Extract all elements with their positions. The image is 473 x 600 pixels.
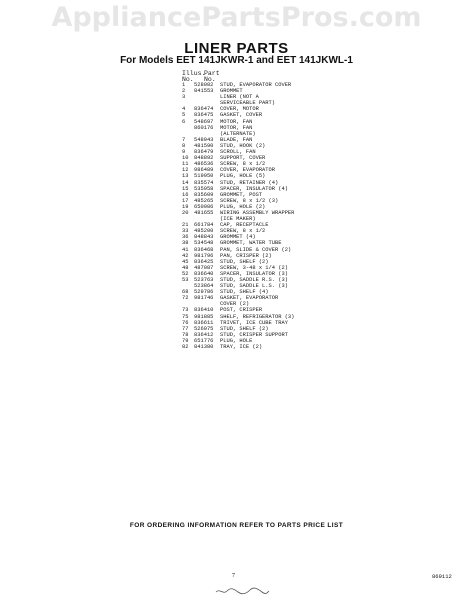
part-number: 485200 xyxy=(194,228,214,235)
illus-number: 77 xyxy=(182,325,189,332)
part-number: 835609 xyxy=(194,191,214,198)
illus-number: 19 xyxy=(182,203,189,210)
part-description: SUPPORT, COVER xyxy=(220,155,266,162)
part-description: (ICE MAKER) xyxy=(220,216,256,223)
illus-number: 16 xyxy=(182,191,189,198)
part-description: STUD, SHELF (2) xyxy=(220,258,269,265)
part-description: STUD, HOOK (2) xyxy=(220,142,266,149)
part-number: 836640 xyxy=(194,270,214,277)
list-item xyxy=(182,344,357,350)
part-description: SCREW, 8 x 1/2 (3) xyxy=(220,197,279,204)
illus-number: 14 xyxy=(182,179,189,186)
part-description: PAN, CRISPER (2) xyxy=(220,252,272,259)
illus-number: 2 xyxy=(182,88,186,95)
illus-number: 1 xyxy=(182,82,186,88)
part-number: 860176 xyxy=(194,124,214,131)
illus-number: 72 xyxy=(182,295,189,302)
part-description: TRIVET, ICE CUBE TRAY xyxy=(220,319,288,326)
illus-number: 42 xyxy=(182,252,189,259)
part-description: STUD, RETAINER (4) xyxy=(220,179,279,186)
part-description: STUD, SADDLE R.S. (3) xyxy=(220,277,288,283)
part-description: COVER (2) xyxy=(220,301,250,308)
part-number: 651776 xyxy=(194,337,214,344)
illus-number: 48 xyxy=(182,264,189,271)
part-number: 836479 xyxy=(194,149,214,156)
part-description: TRAY, ICE (2) xyxy=(220,344,263,351)
illus-number: 75 xyxy=(182,313,189,320)
part-number: 486536 xyxy=(194,161,214,168)
part-description: SCREW, 3-48 x 1/4 (2) xyxy=(220,264,288,271)
illus-number: 41 xyxy=(182,246,189,253)
models-subtitle: For Models EET 141JKWR-1 and EET 141JKWL-1 xyxy=(120,55,353,66)
part-description: PLUG, HOLE xyxy=(220,337,253,344)
watermark: AppliancePartsPros.com xyxy=(51,2,422,33)
header-illus: Illus. xyxy=(182,70,206,77)
illus-number: 82 xyxy=(182,344,189,351)
part-number: 487087 xyxy=(194,264,214,271)
illus-number: 7 xyxy=(182,136,186,143)
part-number: 841380 xyxy=(194,344,214,351)
document-number: 869112 xyxy=(432,573,452,580)
part-description: SCROLL, FAN xyxy=(220,149,256,156)
illus-number: 13 xyxy=(182,173,189,180)
illus-number: 33 xyxy=(182,228,189,235)
part-number: 836474 xyxy=(194,106,214,113)
header-part: Part xyxy=(204,70,220,77)
page-number: 7 xyxy=(232,573,235,579)
part-description: STUD, EVAPORATOR COVER xyxy=(220,82,292,88)
part-number: 526075 xyxy=(194,325,214,332)
part-description: SPACER, INSULATOR (3) xyxy=(220,270,288,277)
illus-number: 45 xyxy=(182,258,189,265)
part-description: GROMMET, WATER TUBE xyxy=(220,240,282,247)
part-description: GROMMET xyxy=(220,88,243,95)
illus-number: 3 xyxy=(182,94,186,101)
part-description: BLADE, FAN xyxy=(220,136,253,143)
part-number: 986489 xyxy=(194,167,214,174)
part-description: GASKET, COVER xyxy=(220,112,263,119)
illus-number: 68 xyxy=(182,289,189,296)
part-description: PLUG, HOLE (2) xyxy=(220,203,266,210)
part-description: STUD, SHELF (4) xyxy=(220,289,269,296)
part-description: CAP, RECEPTACLE xyxy=(220,222,269,229)
part-description: STUD, SADDLE L.S. (3) xyxy=(220,283,288,290)
part-number: 523763 xyxy=(194,277,214,283)
part-description: COVER, MOTOR xyxy=(220,106,259,113)
illus-number: 11 xyxy=(182,161,189,168)
part-description: MOTOR, FAN xyxy=(220,124,253,131)
part-number: 841553 xyxy=(194,88,214,95)
part-number: 485265 xyxy=(194,197,214,204)
part-number: 661784 xyxy=(194,222,214,229)
part-number: 534548 xyxy=(194,240,214,247)
part-description: LINER (NOT A xyxy=(220,94,259,101)
part-number: 836611 xyxy=(194,319,214,326)
part-number: 535958 xyxy=(194,185,214,192)
part-number: 548697 xyxy=(194,118,214,125)
part-description: SHELF, REFRIGERATOR (3) xyxy=(220,313,295,320)
part-number: 650986 xyxy=(194,203,214,210)
part-number: 848892 xyxy=(194,155,214,162)
part-description: COVER, EVAPORATOR xyxy=(220,167,275,174)
part-number: 981746 xyxy=(194,295,214,302)
part-description: SPACER, INSULATOR (4) xyxy=(220,185,288,192)
illus-number: 76 xyxy=(182,319,189,326)
part-number: 848843 xyxy=(194,234,214,241)
part-number: 529786 xyxy=(194,289,214,296)
part-description: WIRING ASSEMBLY WRAPPER xyxy=(220,209,295,216)
part-description: SCREW, 8 x 1/2 xyxy=(220,161,266,168)
part-description: PLUG, HOLE (5) xyxy=(220,173,266,180)
illus-number: 8 xyxy=(182,142,186,149)
part-number: 836410 xyxy=(194,307,214,314)
illus-number: 73 xyxy=(182,307,189,314)
part-description: GROMMET (4) xyxy=(220,234,256,241)
illus-number: 5 xyxy=(182,112,186,119)
part-number: 481590 xyxy=(194,142,214,149)
illus-number: 15 xyxy=(182,185,189,192)
part-description: MOTOR, FAN xyxy=(220,118,253,125)
part-number: 836425 xyxy=(194,258,214,265)
part-description: STUD, SHELF (2) xyxy=(220,325,269,332)
illus-number: 12 xyxy=(182,167,189,174)
illus-number: 4 xyxy=(182,106,186,113)
part-description: POST, CRISPER xyxy=(220,307,263,314)
parts-list xyxy=(182,82,357,350)
illus-number: 79 xyxy=(182,337,189,344)
part-description: SERVICEABLE PART) xyxy=(220,100,275,107)
illus-number: 17 xyxy=(182,197,189,204)
page-title: LINER PARTS xyxy=(184,40,289,57)
part-number: 836475 xyxy=(194,112,214,119)
ordering-info-note: FOR ORDERING INFORMATION REFER TO PARTS PRICE LIST xyxy=(129,522,344,529)
part-number: 523864 xyxy=(194,283,214,290)
part-number: 836412 xyxy=(194,331,214,338)
part-description: SCREW, 8 x 1/2 xyxy=(220,228,266,235)
part-number: 528082 xyxy=(194,82,214,88)
illus-number: 78 xyxy=(182,331,189,338)
header-no: No. xyxy=(182,76,194,83)
part-description: GASKET, EVAPORATOR xyxy=(220,295,279,302)
part-description: STUD, CRISPER SUPPORT xyxy=(220,331,288,338)
illus-number: 20 xyxy=(182,209,189,216)
part-number: 548043 xyxy=(194,136,214,143)
part-description: (ALTERNATE) xyxy=(220,130,256,137)
illus-number: 21 xyxy=(182,222,189,229)
part-description: GROMMET, POST xyxy=(220,191,263,198)
illus-number: 10 xyxy=(182,155,189,162)
illus-number: 6 xyxy=(182,118,186,125)
part-number: 835574 xyxy=(194,179,214,186)
part-number: 836468 xyxy=(194,246,214,253)
illus-number: 9 xyxy=(182,149,186,156)
part-number: 481655 xyxy=(194,209,214,216)
part-number: 981885 xyxy=(194,313,214,320)
illus-number: 53 xyxy=(182,277,189,283)
illus-number: 36 xyxy=(182,234,189,241)
part-number: 519950 xyxy=(194,173,214,180)
illus-number: 52 xyxy=(182,270,189,277)
header-part-no: No. xyxy=(204,76,216,83)
part-description: PAN, SLIDE & COVER (2) xyxy=(220,246,292,253)
illus-number: 38 xyxy=(182,240,189,247)
part-number: 981796 xyxy=(194,252,214,259)
handwritten-scribble xyxy=(214,586,270,596)
